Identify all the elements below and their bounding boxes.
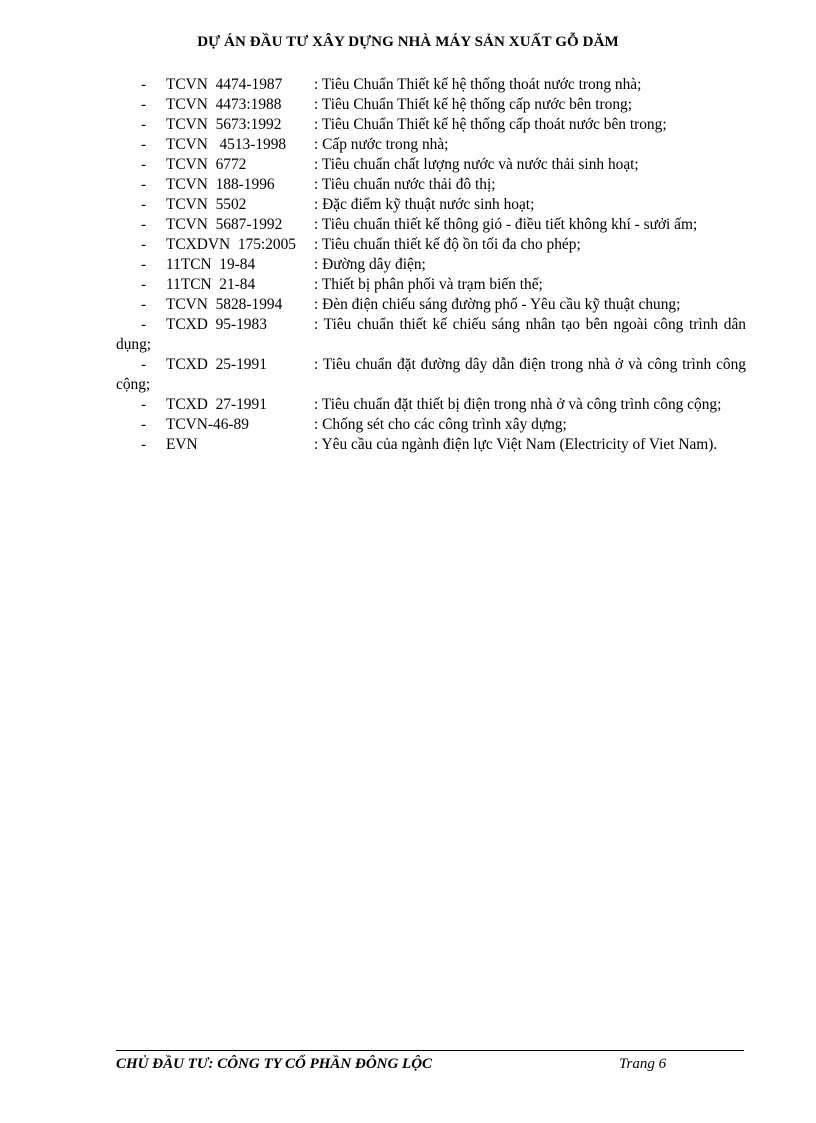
standard-item [116,95,746,115]
list-bullet: - [141,236,147,253]
standard-code: TCVN 5687-1992 [166,216,283,233]
list-bullet: - [141,216,147,233]
standard-description: : Tiêu chuẩn thiết kế chiếu sáng nhân tạo bên ngoài công trình dân dụng; [116,316,746,353]
standard-item [116,315,746,355]
list-bullet: - [141,436,147,453]
standards-list [116,75,746,455]
standard-item [116,75,746,95]
standard-code: TCXDVN 175:2005 [166,236,296,253]
standard-item [116,215,746,235]
standard-code: TCVN 4513-1998 [166,136,287,153]
standard-code: TCVN-46-89 [166,416,249,433]
standard-description: : Tiêu Chuẩn Thiết kế hệ thống thoát nước trong nhà; [314,76,642,93]
page-number: Trang 6 [619,1056,667,1072]
standard-code: TCVN 6772 [166,156,247,173]
standard-item [116,435,746,455]
standard-description: : Đường dây điện; [314,256,426,273]
standard-description: : Tiêu chuẩn đặt đường dây dẫn điện trong nhà ở và công trình công cộng; [116,356,746,393]
standard-code: EVN [166,436,198,453]
standard-item [116,355,746,395]
standard-code: 11TCN 19-84 [166,256,256,273]
list-bullet: - [141,196,147,213]
standard-description: : Thiết bị phân phối và trạm biến thế; [314,276,543,293]
list-bullet: - [141,396,147,413]
page-header: DỰ ÁN ĐẦU TƯ XÂY DỰNG NHÀ MÁY SẢN XUẤT GỖ DĂM [197,34,619,50]
standard-description: : Tiêu Chuẩn Thiết kế hệ thống cấp nước bên trong; [314,96,632,113]
list-bullet: - [141,416,147,433]
list-bullet: - [141,256,147,273]
standard-description: : Tiêu chuẩn thiết kế độ ồn tối đa cho phép; [314,236,581,253]
list-bullet: - [141,316,147,333]
standard-code: TCXD 25-1991 [166,356,267,373]
list-bullet: - [141,296,147,313]
standard-description: : Đặc điểm kỹ thuật nước sinh hoạt; [314,196,535,213]
list-bullet: - [141,276,147,293]
standard-code: TCVN 5502 [166,196,247,213]
standard-code: TCVN 188-1996 [166,176,275,193]
standard-code: TCVN 4473:1988 [166,96,282,113]
standard-item [116,295,746,315]
list-bullet: - [141,96,147,113]
standard-code: 11TCN 21-84 [166,276,256,293]
list-bullet: - [141,176,147,193]
standard-description: : Chống sét cho các công trình xây dựng; [314,416,567,433]
standard-code: TCVN 4474-1987 [166,76,283,93]
standard-item [116,235,746,255]
list-bullet: - [141,136,147,153]
standard-description: : Tiêu chuẩn nước thải đô thị; [314,176,496,193]
standard-description: : Yêu cầu của ngành điện lực Việt Nam (Electricity of Viet Nam). [314,436,718,453]
list-bullet: - [141,356,147,373]
standard-item [116,275,746,295]
standard-item [116,195,746,215]
standard-item [116,155,746,175]
standard-item [116,255,746,275]
list-bullet: - [141,156,147,173]
standard-description: : Đèn điện chiếu sáng đường phố - Yêu cầu kỹ thuật chung; [314,296,681,313]
standard-item [116,175,746,195]
standard-code: TCXD 95-1983 [166,316,267,333]
standard-code: TCVN 5828-1994 [166,296,283,313]
standard-description: : Tiêu chuẩn đặt thiết bị điện trong nhà ở và công trình công cộng; [314,396,722,413]
standard-description: : Cấp nước trong nhà; [314,136,449,153]
standard-item [116,135,746,155]
standard-code: TCXD 27-1991 [166,396,267,413]
standard-description: : Tiêu Chuẩn Thiết kế hệ thống cấp thoát nước bên trong; [314,116,667,133]
standard-item [116,115,746,135]
list-bullet: - [141,76,147,93]
standard-description: : Tiêu chuẩn chất lượng nước và nước thải sinh hoạt; [314,156,639,173]
footer-company: CHỦ ĐẦU TƯ: CÔNG TY CỔ PHẦN ĐÔNG LỘC [116,1056,433,1072]
standard-description: : Tiêu chuẩn thiết kế thông gió - điều tiết không khí - sưởi ấm; [314,216,698,233]
standard-item [116,395,746,415]
list-bullet: - [141,116,147,133]
footer-divider [116,1050,744,1051]
standard-item [116,415,746,435]
standard-code: TCVN 5673:1992 [166,116,282,133]
